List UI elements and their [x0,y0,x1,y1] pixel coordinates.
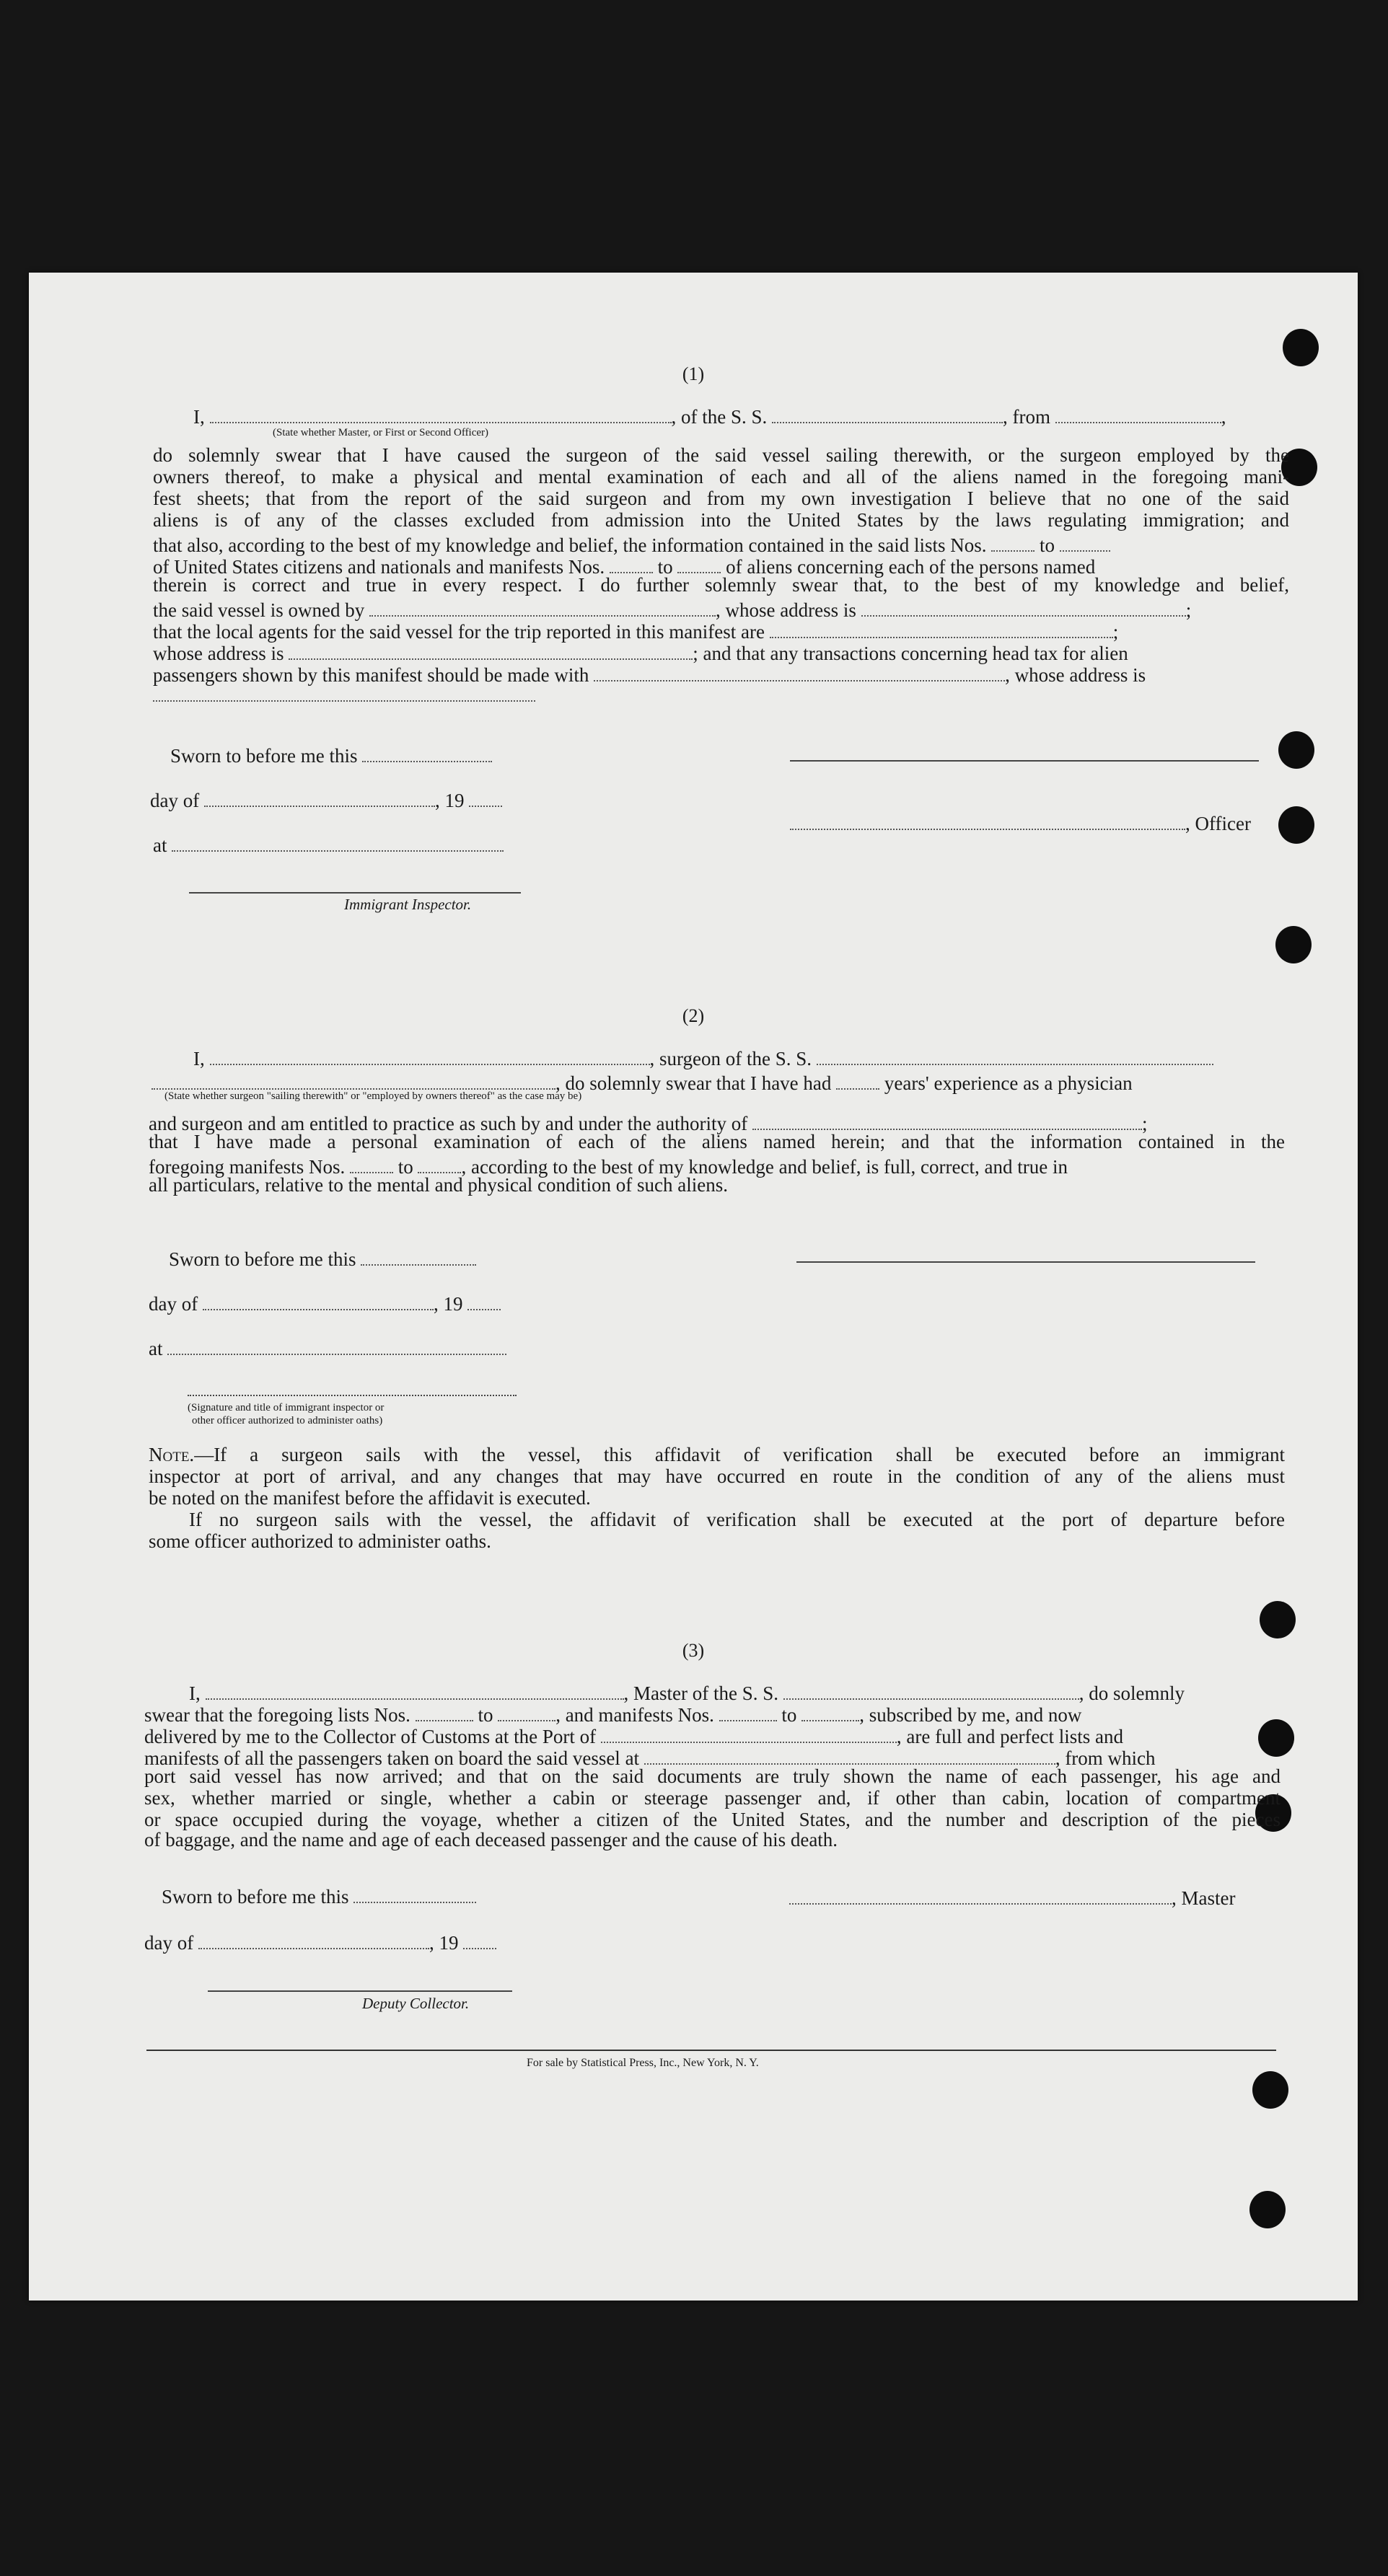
master-signature-field[interactable] [789,1884,1172,1905]
officer-line: , Officer [790,809,1251,835]
punch-hole [1278,806,1314,844]
list-no-to-field[interactable] [498,1701,555,1721]
oath-text: that the local agents for the said vessel for the trip reported in this manifest are ; [153,617,1118,643]
day-of-line: day of , 19 [150,786,502,812]
sworn-date-field[interactable] [353,1882,476,1903]
oath-text: aliens is of any of the classes excluded from admission into the United States by the laws regulating immigration; and [153,509,1289,531]
owner-address-field[interactable] [861,596,1186,617]
section-number: (3) [682,1640,705,1661]
inspector-signature-line[interactable] [188,1395,517,1396]
sworn-line: Sworn to before me this [170,741,492,767]
oath-text: swear that the foregoing lists Nos. to , and manifests Nos. to , subscribed by me, and now [144,1701,1081,1726]
list-no-to-field[interactable] [1060,531,1110,552]
local-agents-field[interactable] [770,617,1113,638]
place-field[interactable] [172,831,504,852]
oath-text: delivered by me to the Collector of Customs at the Port of , are full and perfect lists and [144,1722,1123,1748]
officer-rank-note: (State whether Master, or First or Second Officer) [273,427,489,438]
note-text: Note.—If a surgeon sails with the vessel, this affidavit of verification shall be executed before an immigrant [149,1444,1285,1465]
officer-signature-line[interactable] [790,760,1259,762]
list-no-from-field[interactable] [991,531,1035,552]
oath-text: manifests of all the passengers taken on board the said vessel at , from which [144,1744,1156,1770]
sworn-date-field[interactable] [362,741,492,762]
oath-text: fest sheets; that from the report of the said surgeon and from my own investigation I believe that no one of the said [153,488,1289,509]
month-field[interactable] [204,786,435,807]
note-text: If no surgeon sails with the vessel, the affidavit of verification shall be executed at the port of departure before [189,1509,1285,1530]
punch-hole [1249,2191,1286,2228]
port-of-arrival-field[interactable] [601,1722,897,1743]
manifest-no-to-field[interactable] [418,1152,461,1173]
oath-text: do solemnly swear that I have caused the surgeon of the said vessel sailing therewith, or the surgeon employed by the [153,444,1289,466]
embarkation-port-field[interactable] [644,1744,1055,1765]
oath-text: all particulars, relative to the mental and physical condition of such aliens. [149,1174,728,1196]
year-field[interactable] [469,786,502,807]
oath-text: and surgeon and am entitled to practice as such by and under the authority of ; [149,1109,1148,1135]
section-number: (1) [682,363,705,384]
month-field[interactable] [203,1289,434,1310]
contact-address-field[interactable] [153,681,535,702]
oath-text: foregoing manifests Nos. to , according to the best of my knowledge and belief, is full, correct, and true in [149,1152,1068,1178]
note-text: be noted on the manifest before the affidavit is executed. [149,1487,591,1509]
vessel-name-field[interactable] [772,402,1003,423]
printer-imprint: For sale by Statistical Press, Inc., New York, N. Y. [527,2057,759,2069]
place-field[interactable] [167,1334,506,1355]
surgeon-status-note: (State whether surgeon "sailing therewith" or "employed by owners thereof" as the case may be) [164,1090,582,1102]
inspector-signature-line[interactable] [189,892,521,894]
manifest-no-from-field[interactable] [350,1152,393,1173]
surgeon-oath-line: , do solemnly swear that I have had years' experience as a physician [151,1069,1133,1095]
oath-text: that I have made a personal examination of each of the aliens named herein; and that the information contained in the [149,1131,1285,1152]
officer-name-field[interactable] [210,402,672,423]
surgeon-oath-line: I, , surgeon of the S. S. [193,1044,1213,1070]
note-text: inspector at port of arrival, and any changes that may have occurred en route in the condition of any of the aliens must [149,1465,1285,1487]
manifest-no-from-field[interactable] [719,1701,777,1721]
oath-text: owners thereof, to make a physical and mental examination of each and all of the aliens named in the foregoing mani- [153,466,1289,488]
years-experience-field[interactable] [836,1069,879,1090]
year-field[interactable] [463,1928,496,1949]
manifest-no-to-field[interactable] [677,552,721,573]
master-name-field[interactable] [206,1679,624,1700]
surgeon-status-field[interactable] [151,1069,555,1090]
sworn-line: Sworn to before me this [169,1245,476,1271]
form-sheet [29,273,1358,2301]
punch-hole [1275,926,1312,963]
list-no-from-field[interactable] [416,1701,473,1721]
master-oath-line: I, , of the S. S. , from , [193,402,1226,428]
master-line: , Master [789,1884,1235,1910]
deputy-signature-line[interactable] [208,1990,512,1992]
oath-text: or space occupied during the voyage, whether a citizen of the United States, and the number and description of the pieces [144,1809,1281,1830]
note-text: some officer authorized to administer oaths. [149,1530,491,1552]
punch-hole [1252,2071,1288,2109]
at-line: at [153,831,504,857]
deputy-caption: Deputy Collector. [362,1995,470,2012]
inspector-caption: Immigrant Inspector. [344,896,472,913]
punch-hole [1260,1601,1296,1638]
oath-text: therein is correct and true in every respect. I do further solemnly swear that, to the best of my knowledge and belief, [153,574,1289,596]
contact-address-line [153,681,535,707]
oath-text: the said vessel is owned by , whose address is ; [153,596,1191,622]
oath-text: port said vessel has now arrived; and that on the said documents are truly shown the name of each passenger, his age and [144,1765,1281,1787]
head-tax-contact-field[interactable] [594,661,1005,682]
manifest-no-from-field[interactable] [610,552,653,573]
at-line: at [149,1334,506,1360]
punch-hole [1278,731,1314,769]
oath-text: that also, according to the best of my knowledge and belief, the information contained in the said lists Nos. to [153,531,1110,557]
oath-text: of United States citizens and nationals and manifests Nos. to of aliens concerning each of the persons named [153,552,1095,578]
punch-hole [1283,329,1319,366]
year-field[interactable] [467,1289,501,1310]
footer-rule [146,2050,1276,2051]
sworn-date-field[interactable] [361,1245,476,1266]
agents-address-field[interactable] [289,639,693,660]
officer-title-field[interactable] [790,809,1185,830]
month-field[interactable] [198,1928,429,1949]
vessel-name-field[interactable] [817,1044,1213,1065]
oath-text: whose address is ; and that any transactions concerning head tax for alien [153,639,1128,665]
vessel-name-field[interactable] [783,1679,1079,1700]
oath-text: of baggage, and the name and age of each deceased passenger and the cause of his death. [144,1829,838,1851]
section-number: (2) [682,1005,705,1026]
oath-text: sex, whether married or single, whether a cabin or steerage passenger and, if other than cabin, location of compartment [144,1787,1281,1809]
day-of-line: day of , 19 [149,1289,501,1315]
vessel-owner-field[interactable] [369,596,716,617]
day-of-line: day of , 19 [144,1928,496,1954]
oath-text: passengers shown by this manifest should be made with , whose address is [153,661,1146,687]
departure-port-field[interactable] [1055,402,1221,423]
signature-note: other officer authorized to administer oaths) [192,1415,383,1426]
licensing-authority-field[interactable] [752,1109,1142,1130]
surgeon-name-field[interactable] [210,1044,650,1065]
surgeon-signature-line[interactable] [796,1261,1255,1263]
punch-hole [1258,1719,1294,1757]
manifest-no-to-field[interactable] [801,1701,859,1721]
sworn-line: Sworn to before me this [162,1882,476,1908]
oath-text: I, , Master of the S. S. , do solemnly [189,1679,1185,1705]
signature-note: (Signature and title of immigrant inspector or [188,1402,385,1413]
